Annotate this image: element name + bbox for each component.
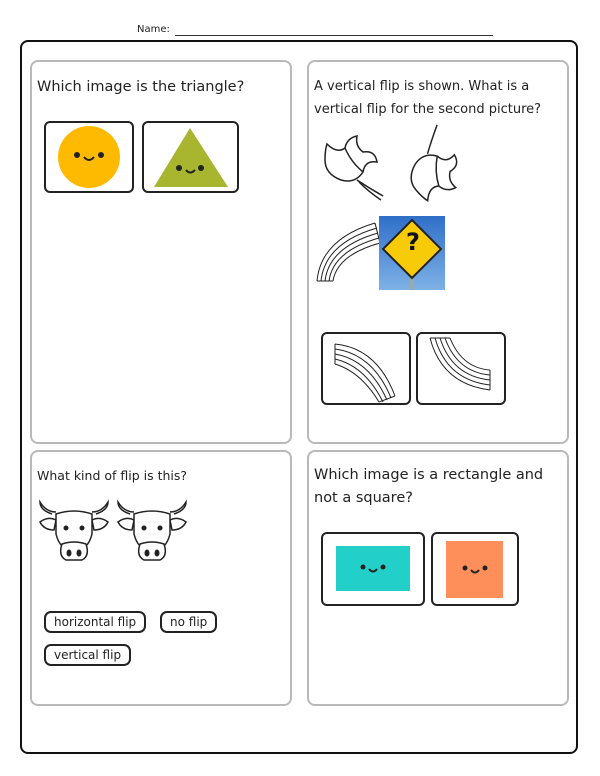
triangle-face-icon bbox=[142, 121, 239, 193]
question-panel-rectangle bbox=[307, 450, 569, 706]
rainbow-arc-icon bbox=[315, 219, 381, 283]
question-prompt-line1: A vertical flip is shown. What is a bbox=[314, 79, 530, 94]
arc-flipped-b-icon bbox=[416, 332, 506, 405]
answer-no-flip[interactable]: no flip bbox=[160, 611, 217, 633]
question-mark-text: ? bbox=[406, 228, 420, 256]
name-label: Name: bbox=[137, 24, 170, 35]
question-panel-flip-kind bbox=[30, 450, 292, 706]
question-prompt: Which image is the triangle? bbox=[37, 79, 245, 95]
question-prompt-line2: vertical flip for the second picture? bbox=[314, 102, 542, 117]
arc-flipped-a-icon bbox=[321, 332, 411, 405]
answer-choice-rectangle[interactable] bbox=[321, 532, 425, 606]
rectangle-face-icon bbox=[321, 532, 425, 606]
answer-choice-arc-b[interactable] bbox=[416, 332, 506, 405]
answer-choice-circle[interactable] bbox=[44, 121, 134, 193]
answer-choice-triangle[interactable] bbox=[142, 121, 239, 193]
question-prompt: What kind of flip is this? bbox=[37, 468, 188, 483]
cow-face-icon bbox=[38, 500, 110, 564]
circle-face-icon bbox=[44, 121, 134, 193]
question-prompt-line2: not a square? bbox=[314, 490, 413, 506]
question-panel-vertical-flip bbox=[307, 60, 569, 444]
answer-choice-arc-a[interactable] bbox=[321, 332, 411, 405]
name-field[interactable] bbox=[175, 35, 493, 36]
answer-vertical-flip[interactable]: vertical flip bbox=[44, 644, 131, 666]
question-prompt-line1: Which image is a rectangle and bbox=[314, 467, 544, 483]
square-face-icon bbox=[431, 532, 519, 606]
tulip-flipped-icon bbox=[397, 132, 467, 202]
answer-horizontal-flip[interactable]: horizontal flip bbox=[44, 611, 146, 633]
tulip-icon bbox=[317, 132, 387, 202]
answer-choice-square[interactable] bbox=[431, 532, 519, 606]
cow-face-flipped-icon bbox=[116, 500, 188, 564]
question-panel-triangle bbox=[30, 60, 292, 444]
